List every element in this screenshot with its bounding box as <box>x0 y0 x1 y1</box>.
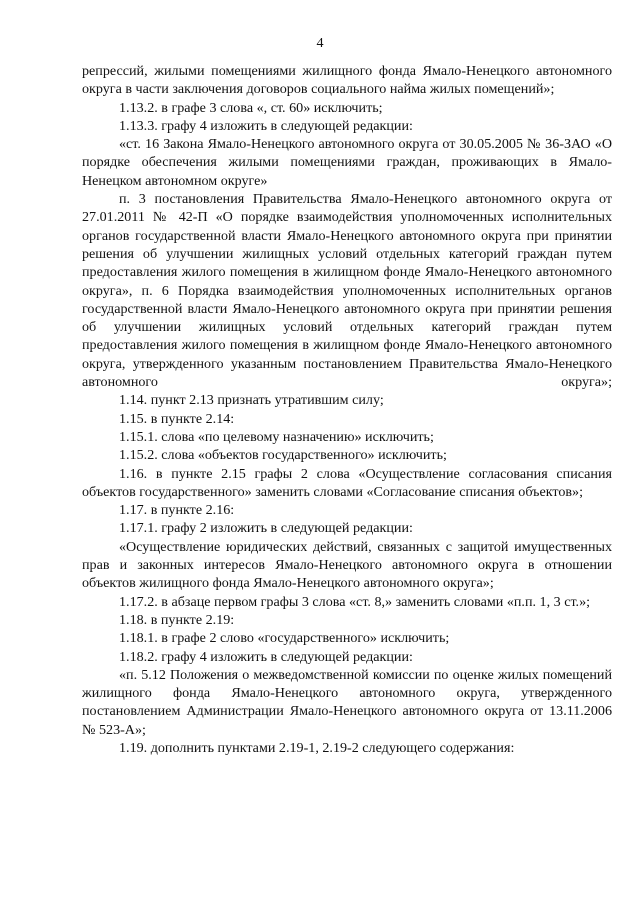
paragraph: 1.18.2. графу 4 изложить в следующей редакции: <box>119 648 413 665</box>
page-number: 4 <box>316 35 324 51</box>
paragraph: 1.13.3. графу 4 изложить в следующей редакции: <box>119 117 413 134</box>
paragraph: «п. 5.12 Положения о межведомственной комиссии по оценке жилых помещений жилищного фонда Ямало-Ненецкого автономного округа, утвержденного постановлением Администрации Ямало-Ненецкого автономного округа от 13.11.2006 № 523-А»; <box>82 666 612 738</box>
paragraph: 1.18. в пункте 2.19: <box>119 611 235 628</box>
paragraph: 1.14. пункт 2.13 признать утратившим силу; <box>119 392 384 409</box>
paragraph: 1.17.1. графу 2 изложить в следующей редакции: <box>119 520 413 537</box>
paragraph: «Осуществление юридических действий, связанных с защитой имущественных прав и законных интересов Ямало-Ненецкого автономного округа в отношении объектов жилищного фонда Ямало-Ненецкого автономного округа»; <box>82 538 612 592</box>
paragraph: 1.15.2. слова «объектов государственного» исключить; <box>119 447 447 464</box>
paragraph: 1.15. в пункте 2.14: <box>119 410 235 427</box>
paragraph: 1.17.2. в абзаце первом графы 3 слова «ст. 8,» заменить словами «п.п. 1, 3 ст.»; <box>119 593 591 610</box>
paragraph: 1.16. в пункте 2.15 графы 2 слова «Осуществление согласования списания объектов государственного» заменить словами «Согласование списания объектов»; <box>82 465 612 500</box>
paragraph: 1.13.2. в графе 3 слова «, ст. 60» исключить; <box>119 99 383 116</box>
paragraph: «ст. 16 Закона Ямало-Ненецкого автономного округа от 30.05.2005 № 36-ЗАО «О порядке обеспечения жилыми помещениями граждан, проживающих в Ямало-Ненецком автономном округе» <box>82 136 612 189</box>
paragraph: п. 3 постановления Правительства Ямало-Ненецкого автономного округа от 27.01.2011 № 42-П «О порядке взаимодействия уполномоченных исполнительных органов государственной власти Ямало-Ненецкого автономного округа при принятии решения об улучшении жилищных условий отдельных категорий граждан путем предоставления жилого помещения в жилищном фонде Ямало-Ненецкого автономного округа», п. 6 Порядка взаимодействия уполномоченных исполнительных органов государственной власти Ямало-Ненецкого автономного округа при принятии решения об улучшении жилищных условий отдельных категорий граждан путем предоставления жилого помещения в жилищном фонде Ямало-Ненецкого автономного округа, утвержденного указанным постановлением Правительства Ямало-Ненецкого автономного округа»; <box>82 191 612 391</box>
document-body <box>82 62 612 757</box>
paragraph: 1.18.1. в графе 2 слово «государственного» исключить; <box>119 630 450 647</box>
paragraph: 1.15.1. слова «по целевому назначению» исключить; <box>119 428 434 445</box>
paragraph: 1.19. дополнить пунктами 2.19-1, 2.19-2 следующего содержания: <box>119 739 515 756</box>
paragraph: репрессий, жилыми помещениями жилищного фонда Ямало-Ненецкого автономного округа в части заключения договоров социального найма жилых помещений»; <box>82 63 612 98</box>
paragraph: 1.17. в пункте 2.16: <box>119 502 235 519</box>
